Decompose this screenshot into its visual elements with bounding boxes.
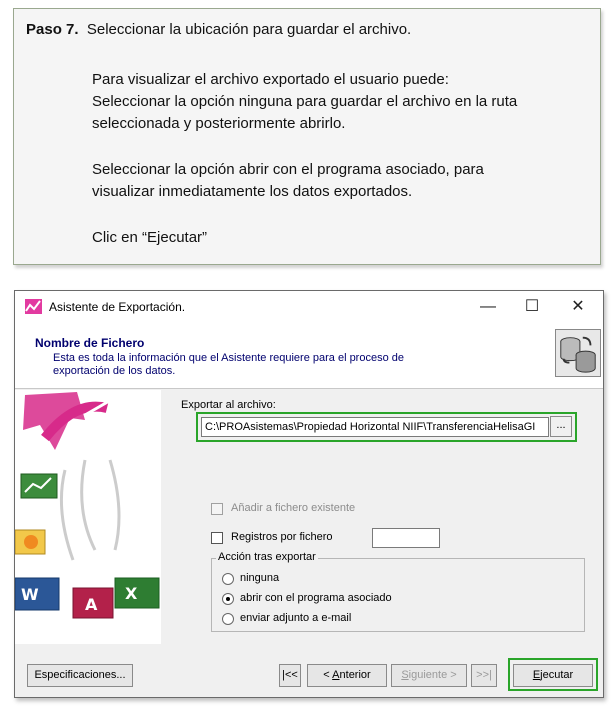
para1-line3: seleccionada y posteriormente abrirlo. xyxy=(92,115,346,132)
svg-text:W: W xyxy=(21,585,39,604)
wizard-header xyxy=(15,323,603,389)
header-title: Nombre de Fichero xyxy=(35,336,145,350)
radio-enviar-email-label: enviar adjunto a e-mail xyxy=(240,612,352,624)
after-export-legend: Acción tras exportar xyxy=(218,551,316,563)
header-desc-line2: exportación de los datos. xyxy=(53,365,176,377)
export-path-input[interactable]: C:\PROAsistemas\Propiedad Horizontal NIIF\TransferenciaHelisaGI xyxy=(201,417,549,437)
close-button[interactable]: ✕ xyxy=(571,298,585,315)
title-bar[interactable] xyxy=(15,291,603,323)
first-page-button[interactable]: |<< xyxy=(279,664,301,687)
browse-button[interactable]: ... xyxy=(550,416,572,437)
para2-line2: visualizar inmediatamente los datos exportados. xyxy=(92,183,413,200)
records-per-file-input[interactable] xyxy=(372,528,440,548)
previous-button[interactable] xyxy=(307,664,387,687)
next-label: iguiente > xyxy=(408,669,457,681)
step-label: Paso 7. xyxy=(26,21,79,38)
next-button[interactable] xyxy=(391,664,467,687)
append-label: Añadir a fichero existente xyxy=(231,502,356,514)
database-sync-icon xyxy=(555,329,601,377)
next-hotkey: S xyxy=(401,669,409,681)
para1-line1: Para visualizar el archivo exportado el usuario puede: xyxy=(92,71,449,88)
records-per-file-checkbox[interactable] xyxy=(211,532,223,544)
app-icon xyxy=(25,299,42,314)
last-page-button[interactable]: >>| xyxy=(471,664,497,687)
svg-text:A: A xyxy=(85,595,98,614)
previous-prefix: < xyxy=(323,669,333,681)
radio-ninguna-label: ninguna xyxy=(240,572,280,584)
specifications-button[interactable]: Especificaciones... xyxy=(27,664,133,687)
append-checkbox[interactable] xyxy=(211,503,223,515)
execute-highlight-box xyxy=(508,658,598,691)
svg-text:X: X xyxy=(125,584,138,603)
radio-abrir-programa[interactable] xyxy=(222,593,234,605)
step-text: Seleccionar la ubicación para guardar el archivo. xyxy=(86,21,412,38)
path-highlight-box xyxy=(196,412,577,442)
radio-enviar-email[interactable] xyxy=(222,613,234,625)
radio-abrir-programa-label: abrir con el programa asociado xyxy=(240,592,392,604)
radio-ninguna[interactable] xyxy=(222,573,234,585)
previous-hotkey: A xyxy=(332,669,340,681)
para2-line1: Seleccionar la opción abrir con el programa asociado, para xyxy=(92,161,484,178)
records-per-file-label: Registros por fichero xyxy=(231,531,333,543)
export-file-label: Exportar al archivo: xyxy=(181,399,276,411)
header-description xyxy=(53,352,433,378)
header-desc-line1: Esta es toda la información que el Asistente requiere para el proceso de xyxy=(53,352,404,364)
window-title: Asistente de Exportación. xyxy=(49,300,186,314)
para3: Clic en “Ejecutar” xyxy=(92,229,208,246)
export-wizard-window xyxy=(14,290,604,698)
office-apps-illustration xyxy=(15,390,161,644)
maximize-button[interactable]: ☐ xyxy=(524,298,540,315)
minimize-button[interactable]: — xyxy=(480,298,496,315)
after-export-group xyxy=(211,551,585,632)
execute-label: jecutar xyxy=(540,669,574,681)
previous-label: nterior xyxy=(339,669,371,681)
execute-hotkey: E xyxy=(532,669,541,681)
para1-line2: Seleccionar la opción ninguna para guardar el archivo en la ruta xyxy=(92,93,518,110)
